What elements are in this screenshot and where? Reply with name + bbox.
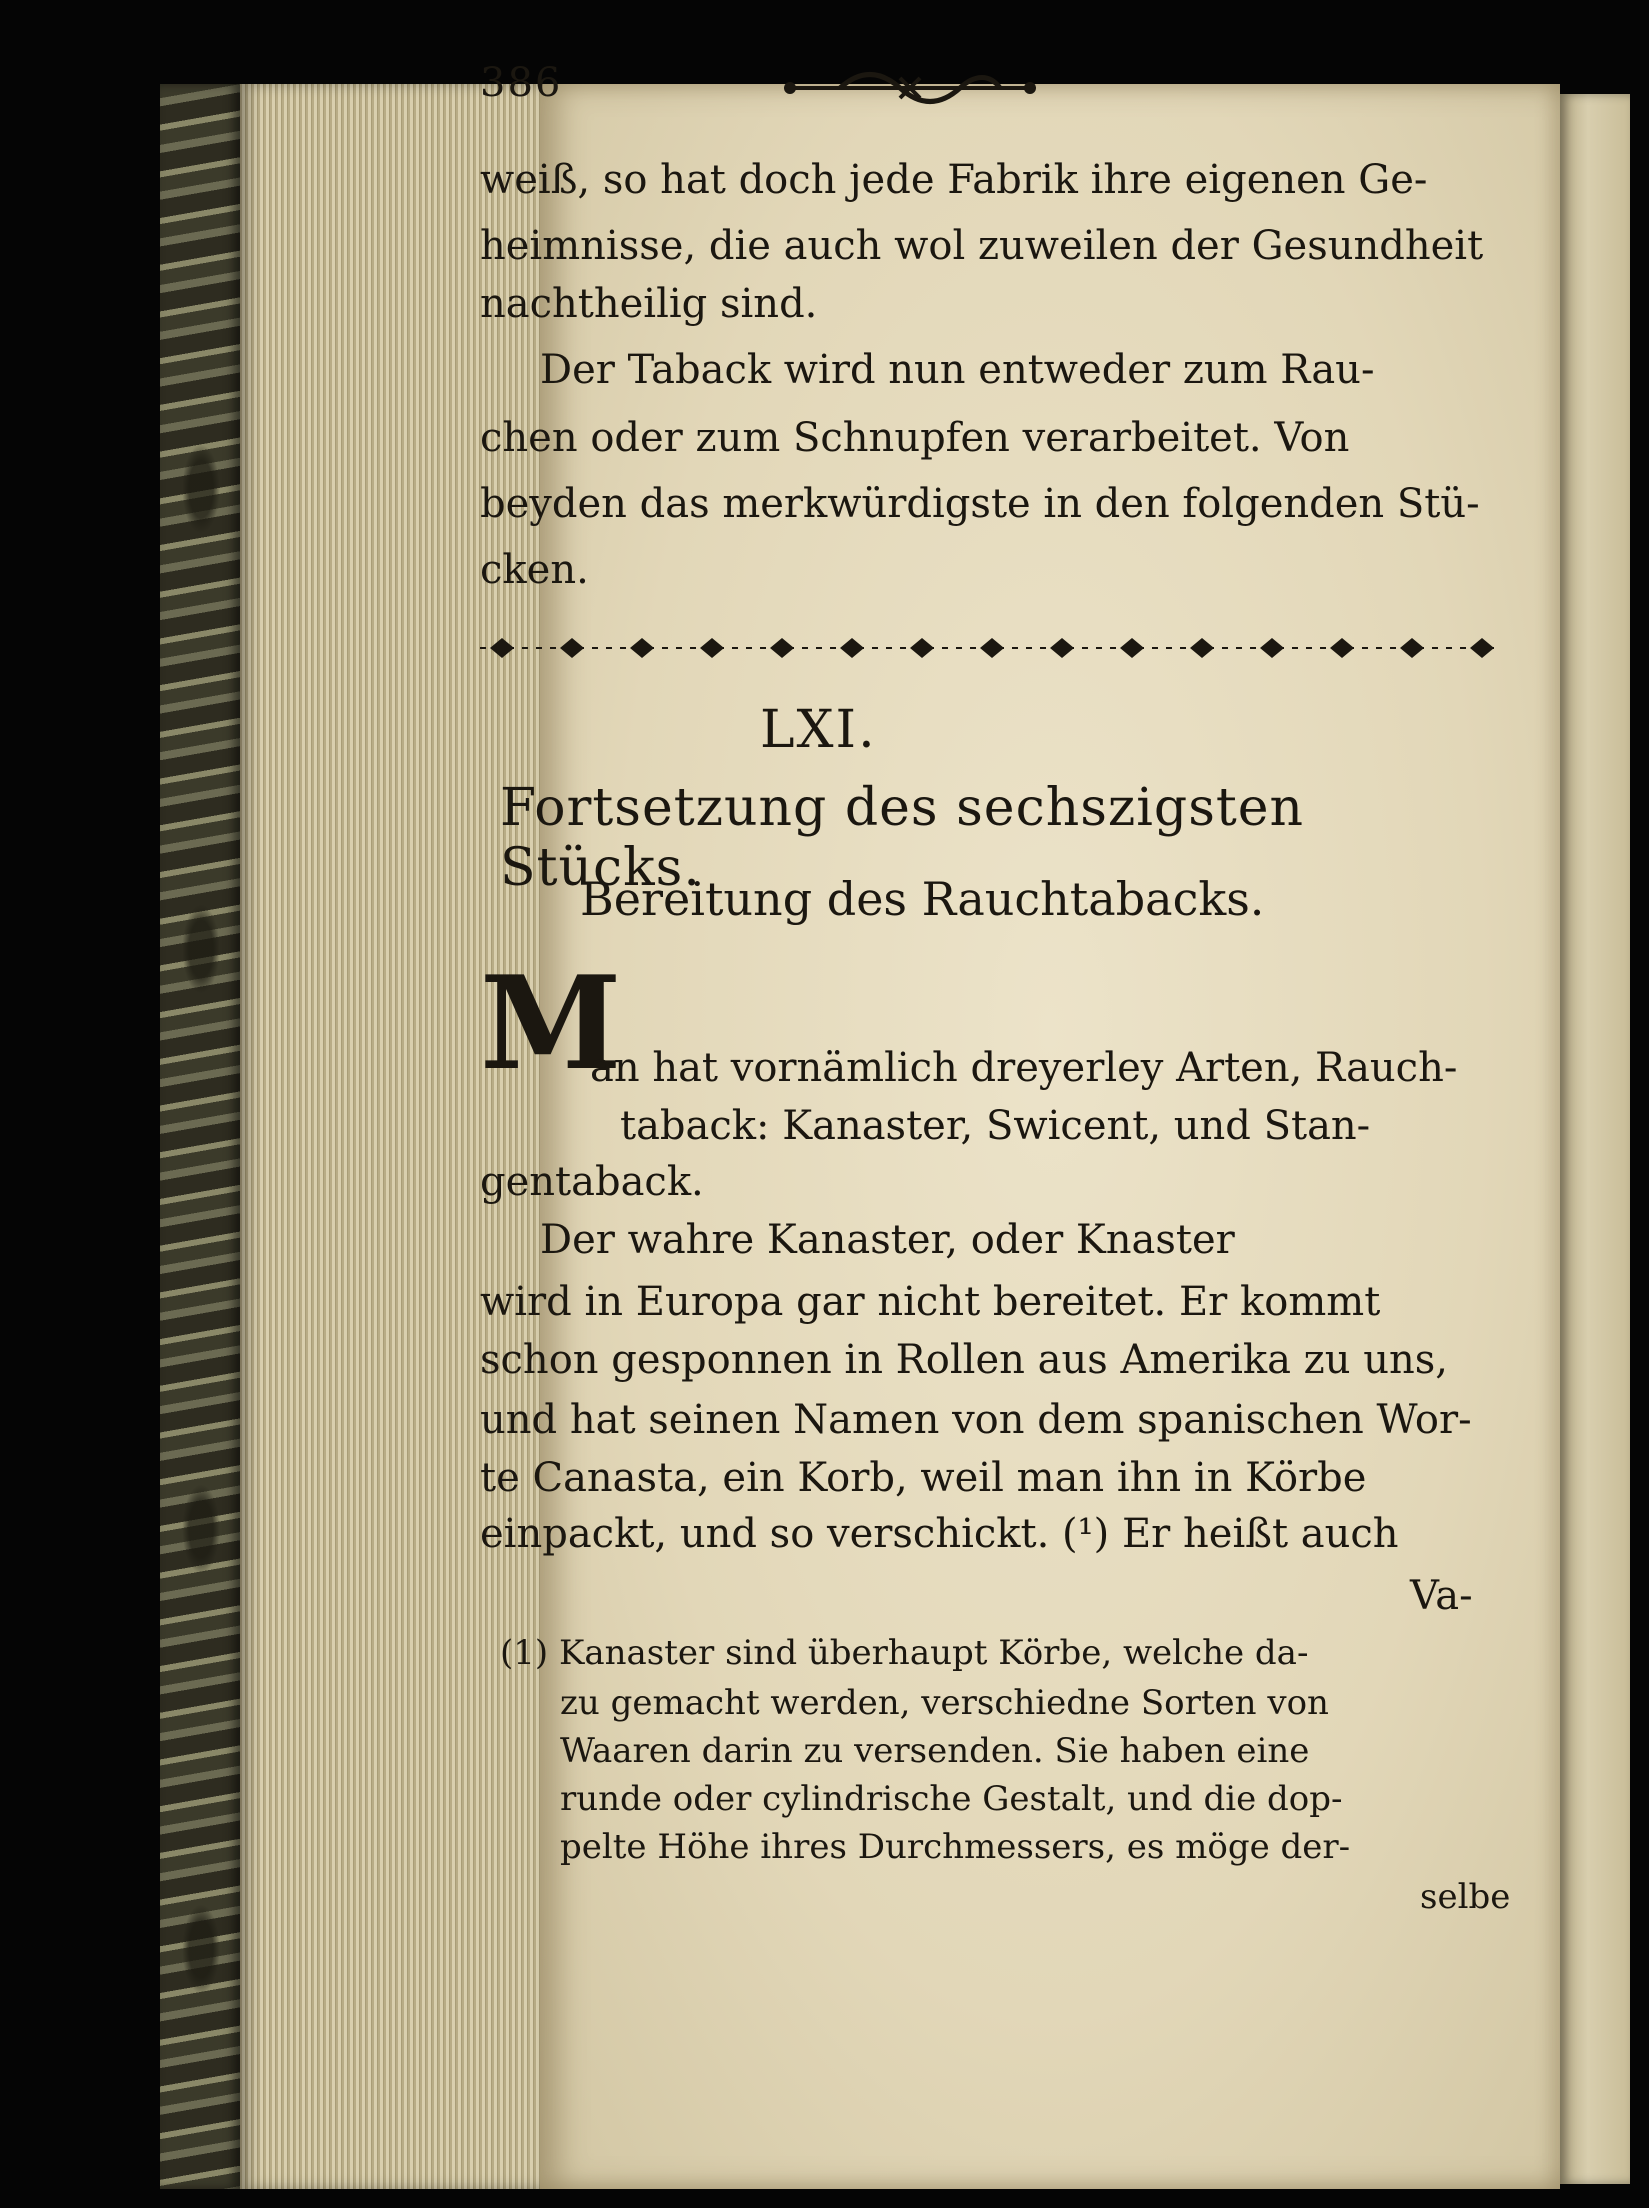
text-line: heimnisse, die auch wol zuweilen der Gesundheit — [480, 223, 1484, 269]
footnote-line: (1) Kanaster sind überhaupt Körbe, welche da- — [500, 1633, 1309, 1673]
facing-page-edge — [1560, 94, 1630, 2184]
text-line: te Canasta, ein Korb, weil man ihn in Körbe — [480, 1455, 1367, 1501]
text-line: einpackt, und so verschickt. (¹) Er heißt auch — [480, 1511, 1399, 1557]
text-line: Der wahre Kanaster, oder Knaster — [540, 1217, 1235, 1263]
text-line: taback: Kanaster, Swicent, und Stan- — [620, 1103, 1371, 1149]
text-line: cken. — [480, 547, 589, 593]
marbling-spot — [182, 444, 220, 534]
text-line: beyden das merkwürdigste in den folgenden Stü- — [480, 481, 1480, 527]
chapter-number: LXI. — [760, 700, 877, 760]
ornament-divider-icon — [480, 628, 1500, 668]
text-line: Der Taback wird nun entweder zum Rau- — [540, 347, 1375, 393]
drop-cap: M — [480, 949, 622, 1099]
catchword: selbe — [1420, 1877, 1511, 1917]
page-number: 386 — [480, 60, 563, 106]
footnote-line: pelte Höhe ihres Durchmessers, es möge der- — [560, 1827, 1351, 1867]
text-line: weiß, so hat doch jede Fabrik ihre eigenen Ge- — [480, 157, 1428, 203]
marbled-cover — [160, 84, 240, 2189]
text-line: nachtheilig sind. — [480, 281, 818, 327]
page-text — [480, 0, 1520, 2208]
text-line: und hat seinen Namen von dem spanischen Wor- — [480, 1397, 1472, 1443]
catchword: Va- — [1410, 1573, 1473, 1619]
footnote-line: Waaren darin zu versenden. Sie haben eine — [560, 1731, 1310, 1771]
chapter-title: Fortsetzung des sechszigsten Stücks. — [500, 778, 1305, 898]
marbling-spot — [182, 1904, 220, 1994]
footnote-line: zu gemacht werden, verschiedne Sorten von — [560, 1683, 1329, 1723]
running-header — [480, 60, 1040, 130]
footnote-line: runde oder cylindrische Gestalt, und die dop- — [560, 1779, 1343, 1819]
text-line: chen oder zum Schnupfen verarbeitet. Von — [480, 415, 1350, 461]
marbling-spot — [182, 1484, 220, 1574]
text-line: an hat vornämlich dreyerley Arten, Rauch- — [590, 1045, 1458, 1091]
text-line: wird in Europa gar nicht bereitet. Er kommt — [480, 1279, 1381, 1325]
text-line: gentaback. — [480, 1159, 704, 1205]
chapter-subtitle: Bereitung des Rauchtabacks. — [580, 872, 1265, 926]
text-line: schon gesponnen in Rollen aus Amerika zu uns, — [480, 1337, 1448, 1383]
ornament-vignette-icon — [780, 68, 1040, 108]
marbling-spot — [182, 904, 220, 994]
